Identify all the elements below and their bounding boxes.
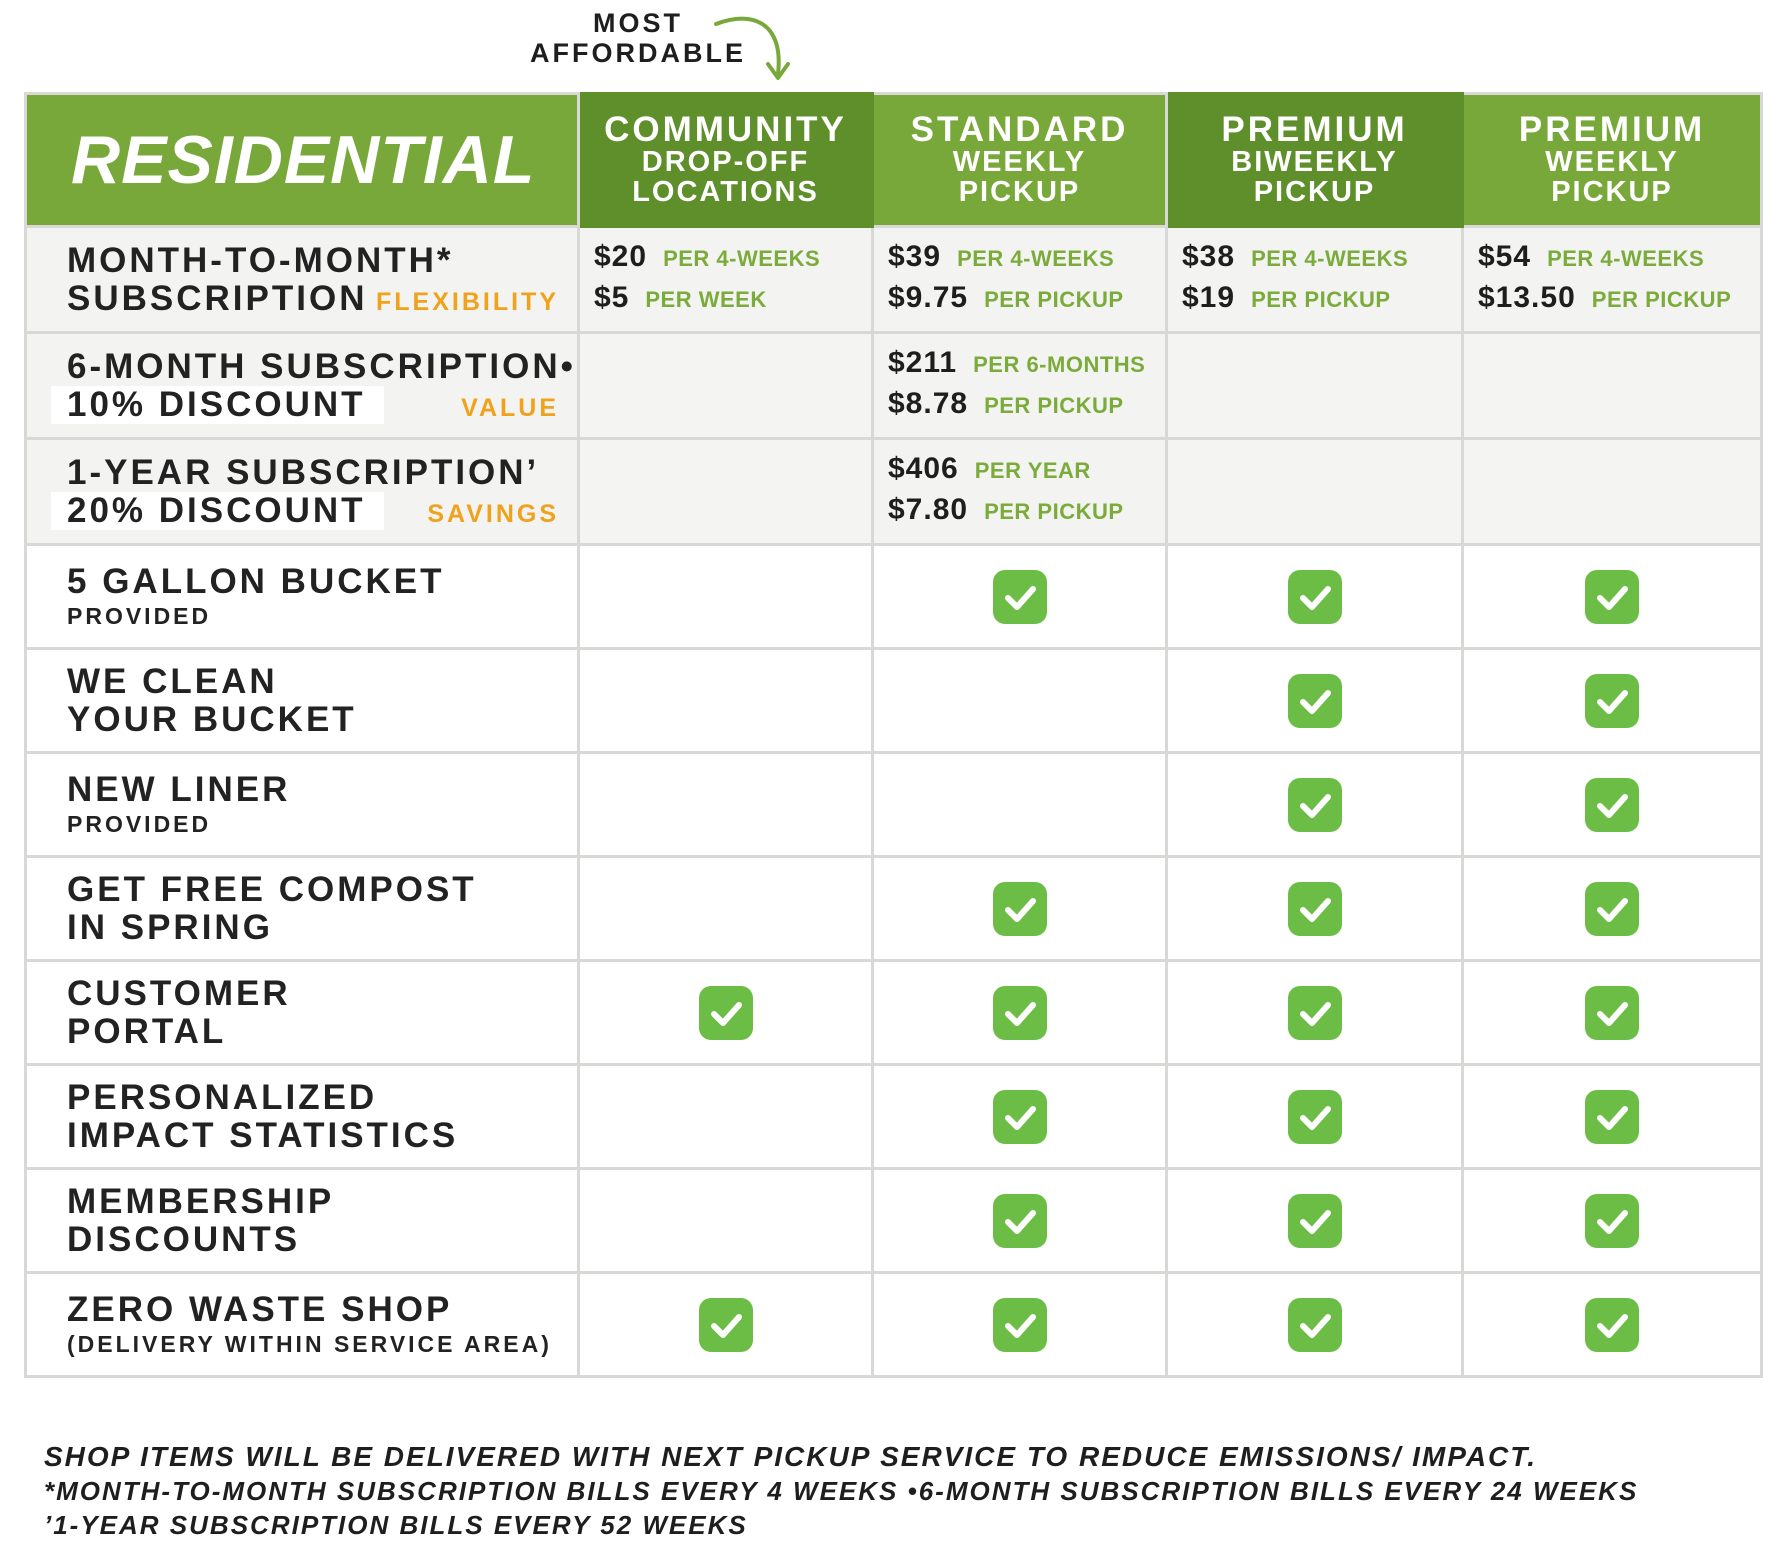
plan-subtitle: PICKUP [1551,176,1673,208]
footnote-billing-cycles: *MONTH-TO-MONTH SUBSCRIPTION BILLS EVERY 4 WEEKS •6-MONTH SUBSCRIPTION BILLS EVERY 24 WEEKS [44,1476,1639,1506]
feature-cell [1167,961,1463,1065]
price-amount: $39 [888,239,942,273]
price-cell [579,227,873,333]
row-label [26,333,579,439]
feature-cell [1463,753,1762,857]
price-unit: PER 4-WEEKS [663,245,821,271]
feature-label [26,649,579,753]
check-icon [1585,1194,1639,1248]
feature-cell [579,649,873,753]
price-unit: PER PICKUP [984,498,1124,524]
feature-cell [1463,961,1762,1065]
price-unit: PER 6-MONTHS [973,351,1146,377]
feature-row [26,649,1762,753]
row-tag-value: VALUE [461,394,559,422]
check-icon [993,882,1047,936]
empty-cell [579,333,873,439]
footnote-yearly-billing: ’1-YEAR SUBSCRIPTION BILLS EVERY 52 WEEKS [44,1510,748,1540]
plan-name: COMMUNITY [604,110,847,149]
price-amount: $406 [888,451,959,485]
footnotes [44,1440,1638,1542]
page-title: RESIDENTIAL [26,94,579,227]
check-icon [699,986,753,1040]
feature-label-line-1: ZERO WASTE SHOP [67,1289,453,1329]
check-icon [993,1194,1047,1248]
check-icon [1585,986,1639,1040]
feature-cell [1167,1273,1463,1377]
feature-label-line-2: PROVIDED [67,810,212,837]
header-row [26,94,1762,227]
check-icon [993,986,1047,1040]
check-icon [1288,674,1342,728]
price-amount: $8.78 [888,386,969,420]
feature-cell [873,1065,1167,1169]
price-cell [1463,227,1762,333]
footnote-shop-delivery: SHOP ITEMS WILL BE DELIVERED WITH NEXT PICKUP SERVICE TO REDUCE EMISSIONS/ IMPACT. [44,1441,1538,1472]
row-label [26,439,579,545]
feature-cell [873,649,1167,753]
feature-cell [1167,753,1463,857]
row-label-line-2: 10% DISCOUNT [51,386,384,424]
feature-cell [579,961,873,1065]
price-unit: PER PICKUP [984,286,1124,312]
callout-line-2: AFFORDABLE [530,38,746,68]
row-label-line-2: SUBSCRIPTION [67,278,368,318]
row-label-line-1: MONTH-TO-MONTH* [67,240,454,280]
check-icon [993,1090,1047,1144]
feature-label [26,1273,579,1377]
plan-subtitle: WEEKLY [1545,146,1679,178]
feature-label-line-2: PORTAL [67,1011,227,1051]
feature-label-line-1: CUSTOMER [67,973,291,1013]
pricing-row-month-to-month [26,227,1762,333]
price-amount: $38 [1182,239,1236,273]
check-icon [993,1298,1047,1352]
feature-label-line-1: WE CLEAN [67,661,278,701]
feature-label [26,1065,579,1169]
feature-row [26,1273,1762,1377]
row-tag-savings: SAVINGS [427,500,559,528]
pricing-row-6-month [26,333,1762,439]
price-unit: PER WEEK [645,286,767,312]
plan-name: PREMIUM [1221,110,1408,149]
feature-cell [873,1273,1167,1377]
feature-cell [1167,649,1463,753]
feature-cell [873,545,1167,649]
check-icon [1585,882,1639,936]
check-icon [1288,570,1342,624]
plan-name: STANDARD [910,110,1129,149]
feature-label-line-2: DISCOUNTS [67,1219,301,1259]
plan-subtitle: BIWEEKLY [1231,146,1398,178]
feature-row [26,857,1762,961]
feature-cell [1463,857,1762,961]
empty-cell [1167,439,1463,545]
feature-row [26,753,1762,857]
check-icon [1585,1090,1639,1144]
feature-cell [873,857,1167,961]
feature-cell [579,1065,873,1169]
feature-cell [579,1273,873,1377]
row-label-line-2: 20% DISCOUNT [51,492,384,530]
price-unit: PER 4-WEEKS [1547,245,1705,271]
feature-label-line-2: PROVIDED [67,602,212,629]
price-unit: PER PICKUP [1251,286,1391,312]
feature-row [26,1169,1762,1273]
feature-cell [1167,1169,1463,1273]
row-label-line-1: 1-YEAR SUBSCRIPTION’ [67,452,540,492]
price-unit: PER 4-WEEKS [1251,245,1409,271]
price-amount: $211 [888,345,958,379]
price-unit: PER 4-WEEKS [957,245,1115,271]
curved-arrow-icon [712,12,802,88]
price-amount: $20 [594,239,648,273]
feature-label [26,753,579,857]
plan-header-community [579,94,873,227]
feature-cell [1463,1169,1762,1273]
pricing-row-1-year [26,439,1762,545]
plan-subtitle: LOCATIONS [632,176,819,208]
plan-subtitle: PICKUP [1253,176,1376,208]
plan-subtitle: WEEKLY [952,146,1087,178]
feature-label [26,961,579,1065]
row-label-line-1: 6-MONTH SUBSCRIPTION• [67,346,576,386]
check-icon [1288,1194,1342,1248]
feature-cell [873,961,1167,1065]
price-unit: PER YEAR [974,457,1091,483]
check-icon [993,570,1047,624]
price-amount: $5 [594,280,630,314]
check-icon [1288,778,1342,832]
price-cell [873,439,1167,545]
plan-name: PREMIUM [1518,110,1706,149]
feature-cell [1167,857,1463,961]
plan-subtitle: PICKUP [958,176,1081,208]
empty-cell [1167,333,1463,439]
pricing-comparison-table [24,92,1763,1378]
feature-cell [579,1169,873,1273]
feature-label-line-2: YOUR BUCKET [67,699,357,739]
check-icon [1288,1090,1342,1144]
price-amount: $54 [1478,239,1532,273]
row-label [26,227,579,333]
feature-cell [1463,545,1762,649]
feature-cell [1167,1065,1463,1169]
callout-line-1: MOST [593,8,683,38]
feature-cell [873,1169,1167,1273]
price-unit: PER PICKUP [984,392,1124,418]
price-cell [1167,227,1463,333]
feature-cell [579,753,873,857]
feature-label-line-2: IN SPRING [67,907,273,947]
feature-cell [1463,1273,1762,1377]
feature-label-line-1: NEW LINER [67,769,291,809]
empty-cell [1463,439,1762,545]
feature-label-line-1: 5 GALLON BUCKET [67,561,445,601]
feature-label [26,545,579,649]
check-icon [1288,986,1342,1040]
feature-row [26,961,1762,1065]
feature-cell [579,545,873,649]
feature-label [26,857,579,961]
feature-label-line-1: MEMBERSHIP [67,1181,335,1221]
feature-cell [1463,649,1762,753]
price-amount: $19 [1182,280,1236,314]
feature-cell [873,753,1167,857]
price-cell [873,227,1167,333]
check-icon [1585,674,1639,728]
feature-cell [579,857,873,961]
empty-cell [1463,333,1762,439]
price-unit: PER PICKUP [1591,286,1732,312]
feature-row [26,545,1762,649]
check-icon [699,1298,753,1352]
plan-header-premium-weekly [1463,94,1762,227]
check-icon [1288,882,1342,936]
feature-label [26,1169,579,1273]
check-icon [1585,1298,1639,1352]
feature-label-line-2: IMPACT STATISTICS [67,1115,459,1155]
price-amount: $13.50 [1478,280,1576,314]
feature-cell [1167,545,1463,649]
check-icon [1585,570,1639,624]
feature-label-line-2: (DELIVERY WITHIN SERVICE AREA) [67,1330,552,1357]
empty-cell [579,439,873,545]
price-amount: $7.80 [888,492,969,526]
plan-header-standard-weekly [873,94,1167,227]
feature-label-line-1: GET FREE COMPOST [67,869,477,909]
plan-subtitle: DROP-OFF [641,146,810,178]
plan-header-premium-biweekly [1167,94,1463,227]
feature-cell [1463,1065,1762,1169]
check-icon [1288,1298,1342,1352]
check-icon [1585,778,1639,832]
price-cell [873,333,1167,439]
feature-label-line-1: PERSONALIZED [67,1077,378,1117]
row-tag-flexibility: FLEXIBILITY [376,288,559,316]
price-amount: $9.75 [888,280,969,314]
feature-row [26,1065,1762,1169]
